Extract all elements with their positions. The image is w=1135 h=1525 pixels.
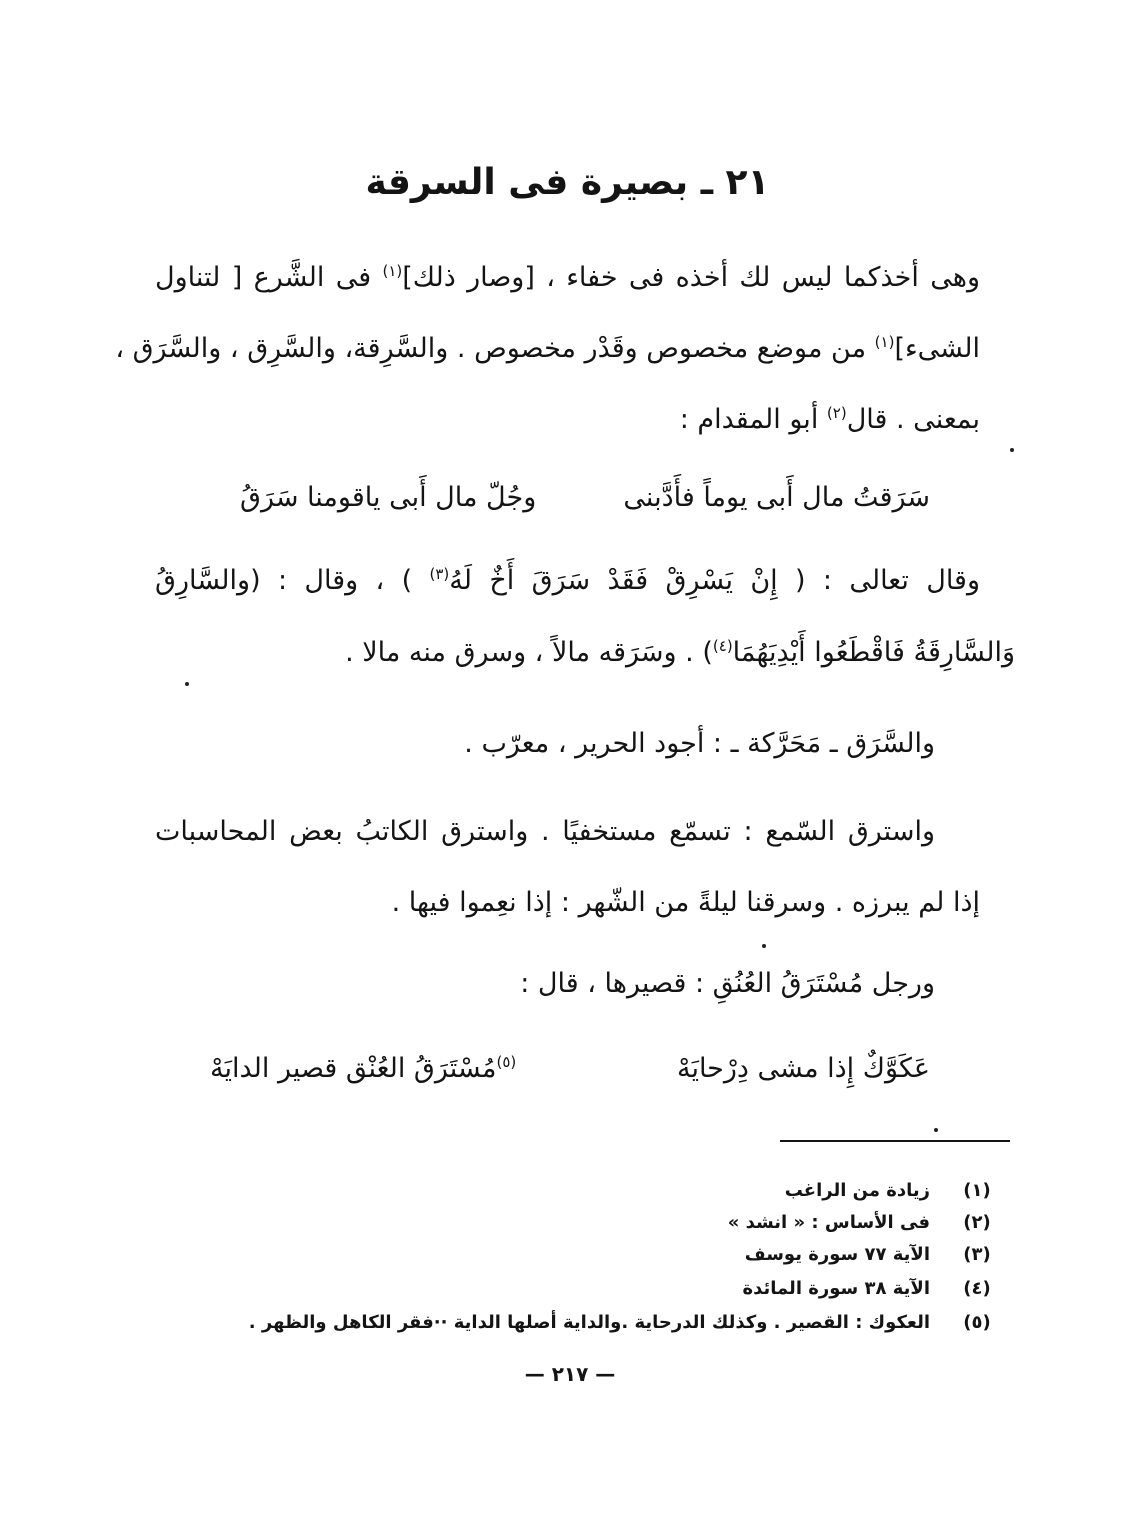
text-run: فى الشَّرع [ لتناول — [155, 262, 383, 293]
footnote-text: فى الأساس : « انشد » — [727, 1212, 930, 1233]
scan-speck — [762, 944, 766, 948]
footnote-text: الآية ٣٨ سورة المائدة — [742, 1278, 930, 1299]
paragraph-line — [115, 333, 980, 364]
text-run: مُسْتَرَقُ العُنْق قصير الدايَهْ — [210, 1053, 497, 1084]
text-run: وَالسَّارِقَةُ فَاقْطَعُوا أَيْدِيَهُمَا — [732, 637, 1015, 668]
page-number: — ٢١٧ — — [524, 1362, 616, 1386]
text-run: بمعنى . قال — [846, 404, 980, 435]
scan-speck — [934, 1128, 938, 1132]
footnote-number: (١) — [963, 1180, 991, 1201]
verse-hemistich: سَرَقتُ مال أَبى يوماً فأَدَّبنى — [623, 482, 930, 513]
verse-hemistich — [210, 1053, 516, 1084]
text-run: ) . وسَرَقه مالاً ، وسرق منه مالا . — [345, 637, 713, 668]
scan-speck — [185, 682, 189, 686]
footnote-marker: (١) — [382, 262, 403, 280]
footnote-number: (٢) — [963, 1212, 991, 1233]
text-run: وقال تعالى : ( إِنْ يَسْرِقْ فَقَدْ سَرَقَ أَخٌ لَهُ — [449, 565, 980, 596]
footnote-separator — [780, 1140, 1010, 1142]
footnote-number: (٤) — [963, 1278, 991, 1299]
footnote-number: (٥) — [963, 1312, 991, 1333]
text-run: من موضع مخصوص وقَدْر مخصوص . والسَّرِقة، والسَّرِق ، والسَّرَق ، — [115, 333, 875, 364]
verse-hemistich: وجُلّ مال أَبى ياقومنا سَرَقُ — [240, 482, 537, 513]
text-run: ) ، وقال : (والسَّارِقُ — [155, 565, 430, 596]
paragraph-line: ورجل مُسْتَرَقُ العُنُقِ : قصيرها ، قال : — [520, 968, 935, 999]
paragraph-line — [155, 262, 980, 293]
scan-speck — [1010, 448, 1014, 452]
footnote-marker: (٤) — [712, 637, 733, 655]
text-run: أبو المقدام : — [679, 404, 827, 435]
paragraph-line: والسَّرَق ـ مَحَرَّكة ـ : أجود الحرير ، معرّب . — [464, 728, 935, 759]
footnote-marker: (١) — [874, 333, 895, 351]
footnote-number: (٣) — [963, 1244, 991, 1265]
verse-hemistich: عَكَوَّكٌ إِذا مشى دِرْحايَهْ — [676, 1053, 930, 1084]
footnote-text: الآية ٧٧ سورة يوسف — [744, 1244, 930, 1265]
footnote-marker: (٢) — [826, 404, 847, 422]
paragraph-line: إذا لم يبرزه . وسرقنا ليلةً من الشّهر : إذا نعِموا فيها . — [391, 887, 980, 918]
chapter-title: ٢١ ـ بصيرة فى السرقة — [365, 162, 770, 203]
paragraph-line: واسترق السّمع : تسمّع مستخفيًا . واسترق الكاتبُ بعض المحاسبات — [155, 816, 935, 847]
paragraph-line — [155, 637, 1015, 668]
text-run: وهى أخذكما ليس لك أخذه فى خفاء ، [وصار ذلك] — [402, 262, 980, 293]
paragraph-line — [155, 565, 980, 596]
footnote-marker: (٣) — [429, 565, 450, 583]
footnote-text: العكوك : القصير . وكذلك الدرحاية .والداية أصلها الداية ··فقر الكاهل والظهر . — [248, 1312, 930, 1333]
footnote-text: زيادة من الراغب — [784, 1180, 930, 1201]
paragraph-line — [155, 404, 980, 435]
footnote-marker: (٥) — [496, 1053, 517, 1071]
text-run: الشىء] — [894, 333, 980, 364]
